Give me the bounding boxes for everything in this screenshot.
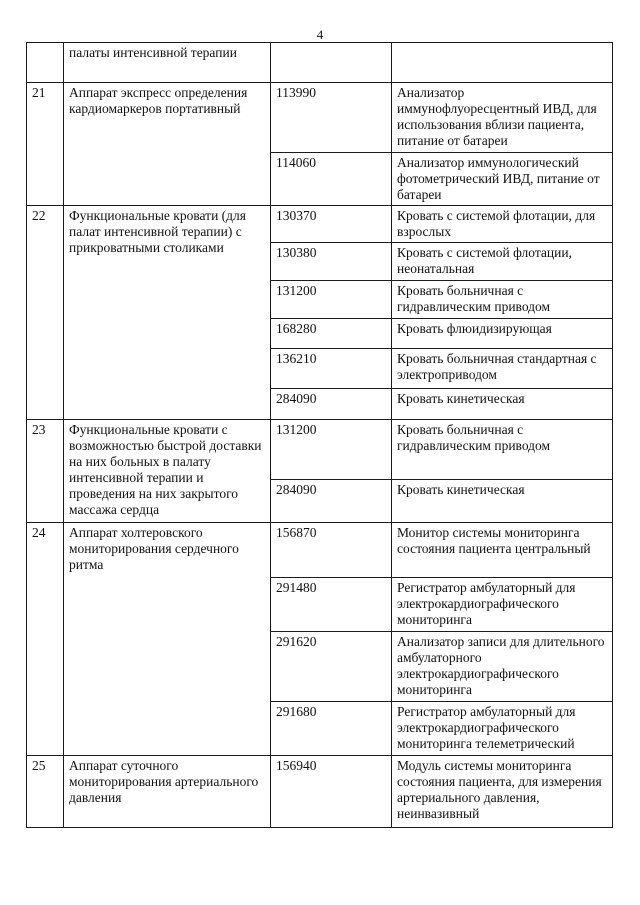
table-row bbox=[27, 83, 613, 153]
cell-code: 130370 bbox=[271, 206, 392, 243]
cell-number bbox=[27, 43, 64, 83]
table-row bbox=[27, 420, 613, 480]
cell-description: Регистратор амбулаторный для электрокардиографического мониторинга bbox=[392, 578, 613, 632]
cell-description: Кровать кинетическая bbox=[392, 389, 613, 420]
cell-name: палаты интенсивной терапии bbox=[64, 43, 271, 83]
cell-description: Регистратор амбулаторный для электрокардиографического мониторинга телеметрический bbox=[392, 702, 613, 756]
cell-description: Анализатор записи для длительного амбулаторного электрокардиографического мониторинга bbox=[392, 632, 613, 702]
page-number: 4 bbox=[316, 27, 324, 42]
cell-number: 21 bbox=[27, 83, 64, 206]
table-row bbox=[27, 523, 613, 578]
cell-code: 291620 bbox=[271, 632, 392, 702]
cell-code: 291680 bbox=[271, 702, 392, 756]
cell-code: 284090 bbox=[271, 389, 392, 420]
cell-code: 168280 bbox=[271, 319, 392, 349]
cell-code bbox=[271, 43, 392, 83]
cell-name: Аппарат экспресс определения кардиомаркеров портативный bbox=[64, 83, 271, 206]
cell-description bbox=[392, 43, 613, 83]
cell-code: 291480 bbox=[271, 578, 392, 632]
cell-number: 25 bbox=[27, 756, 64, 828]
cell-code: 136210 bbox=[271, 349, 392, 389]
cell-code: 156870 bbox=[271, 523, 392, 578]
cell-description: Кровать больничная с гидравлическим приводом bbox=[392, 281, 613, 319]
table-row bbox=[27, 756, 613, 828]
cell-code: 114060 bbox=[271, 153, 392, 206]
cell-description: Кровать с системой флотации, для взрослых bbox=[392, 206, 613, 243]
cell-name: Аппарат холтеровского мониторирования сердечного ритма bbox=[64, 523, 271, 756]
cell-code: 131200 bbox=[271, 281, 392, 319]
cell-code: 130380 bbox=[271, 243, 392, 281]
cell-number: 24 bbox=[27, 523, 64, 756]
cell-description: Кровать флюидизирующая bbox=[392, 319, 613, 349]
equipment-table bbox=[26, 42, 613, 828]
table-row bbox=[27, 206, 613, 243]
cell-code: 131200 bbox=[271, 420, 392, 480]
cell-code: 156940 bbox=[271, 756, 392, 828]
cell-description: Кровать кинетическая bbox=[392, 480, 613, 523]
cell-code: 284090 bbox=[271, 480, 392, 523]
cell-name: Функциональные кровати с возможностью быстрой доставки на них больных в палату интенсивной терапии и проведения на них закрытого массажа сердца bbox=[64, 420, 271, 523]
cell-name: Функциональные кровати (для палат интенсивной терапии) с прикроватными столиками bbox=[64, 206, 271, 420]
cell-name: Аппарат суточного мониторирования артериального давления bbox=[64, 756, 271, 828]
cell-description: Анализатор иммунофлуоресцентный ИВД, для использования вблизи пациента, питание от батареи bbox=[392, 83, 613, 153]
cell-description: Кровать больничная стандартная с электроприводом bbox=[392, 349, 613, 389]
cell-number: 22 bbox=[27, 206, 64, 420]
cell-description: Модуль системы мониторинга состояния пациента, для измерения артериального давления, неинвазивный bbox=[392, 756, 613, 828]
cell-description: Анализатор иммунологический фотометрический ИВД, питание от батареи bbox=[392, 153, 613, 206]
cell-code: 113990 bbox=[271, 83, 392, 153]
cell-description: Монитор системы мониторинга состояния пациента центральный bbox=[392, 523, 613, 578]
table-row-continuation bbox=[27, 43, 613, 83]
cell-description: Кровать с системой флотации, неонатальная bbox=[392, 243, 613, 281]
cell-description: Кровать больничная с гидравлическим приводом bbox=[392, 420, 613, 480]
cell-number: 23 bbox=[27, 420, 64, 523]
